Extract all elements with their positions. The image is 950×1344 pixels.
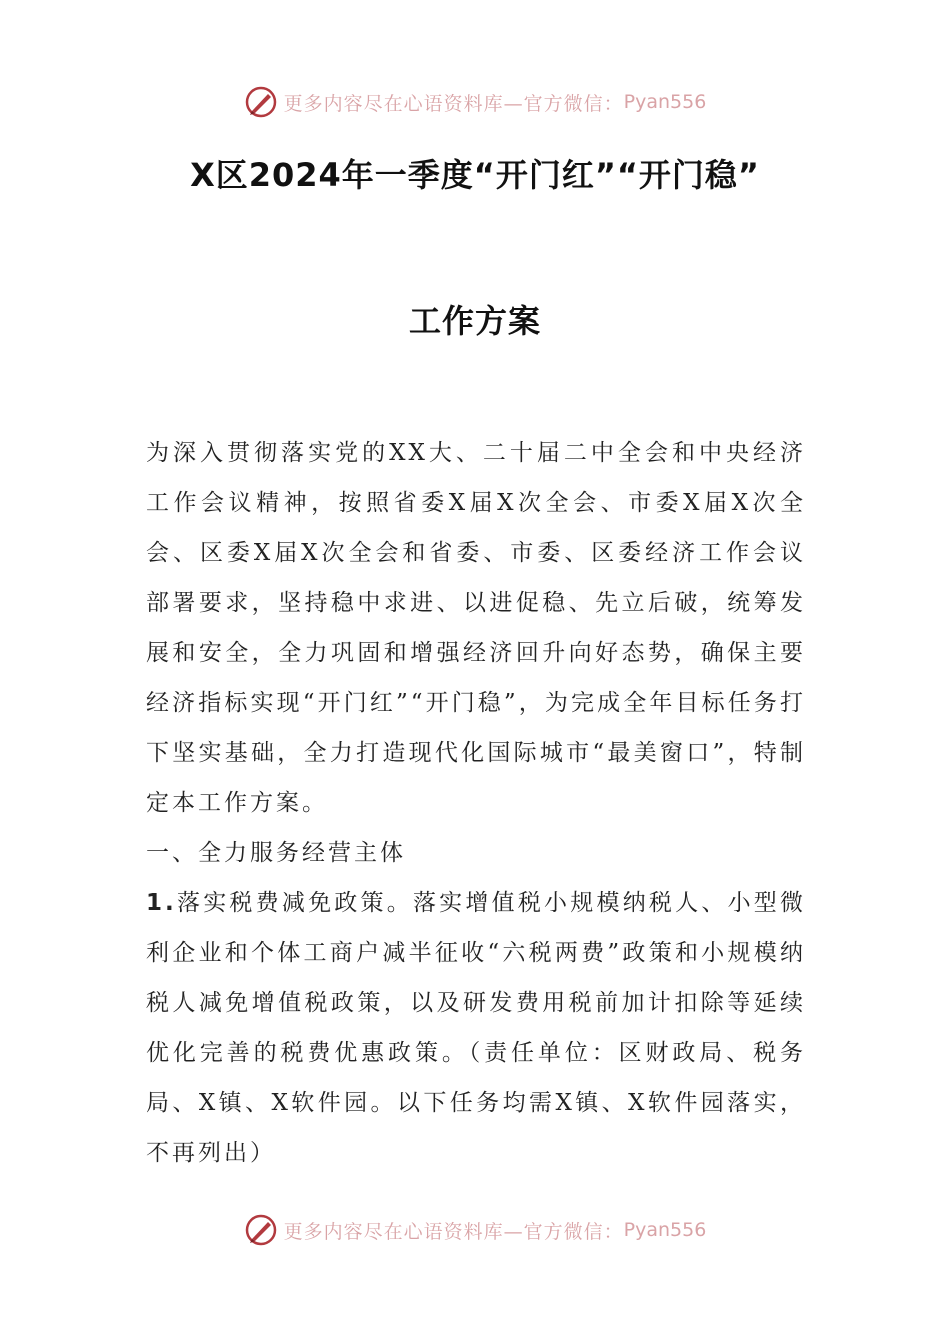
watermark-text: 更多内容尽在心语资料库—官方微信： bbox=[283, 92, 624, 115]
intro-paragraph: 为深入贯彻落实党的XX大、二十届二中全会和中央经济工作会议精神，按照省委X届X次全会、市委X届X次全会、区委X届X次全会和省委、市委、区委经济工作会议部署要求，坚持稳中求进、以进促稳、先立后破，统筹发展和安全，全力巩固和增强经济回升向好态势，确保主要经济指标实现“开门红”“开门稳”，为完成全年目标任务打下坚实基础，全力打造现代化国际城市“最美窗口”，特制定本工作方案。 bbox=[146, 440, 806, 816]
item1-text: 落实税费减免政策。落实增值税小规模纳税人、小型微利企业和个体工商户减半征收“六税两费”政策和小规模纳税人减免增值税政策，以及研发费用税前加计扣除等延续优化完善的税费优惠政策。（责任单位：区财政局、税务局、X镇、X软件园。以下任务均需X镇、X软件园落实，不再列出） bbox=[146, 890, 806, 1166]
document-body bbox=[146, 428, 806, 1178]
document-title-line1: X区2024年一季度“开门红”“开门稳” bbox=[190, 156, 760, 194]
section1-heading: 一、全力服务经营主体 bbox=[146, 840, 406, 866]
watermark-banner-bottom bbox=[0, 1210, 950, 1250]
item1-paragraph bbox=[146, 878, 806, 1178]
pen-logo-icon bbox=[244, 85, 278, 119]
watermark-banner-top bbox=[0, 82, 950, 122]
watermark-wechat-id: Pyan556 bbox=[623, 1219, 707, 1241]
watermark-text: 更多内容尽在心语资料库—官方微信： bbox=[283, 1220, 624, 1243]
watermark-wechat-id: Pyan556 bbox=[623, 91, 707, 113]
document-title-line2: 工作方案 bbox=[408, 302, 541, 340]
pen-logo-icon bbox=[244, 1213, 278, 1247]
item1-number: 1. bbox=[146, 890, 177, 916]
